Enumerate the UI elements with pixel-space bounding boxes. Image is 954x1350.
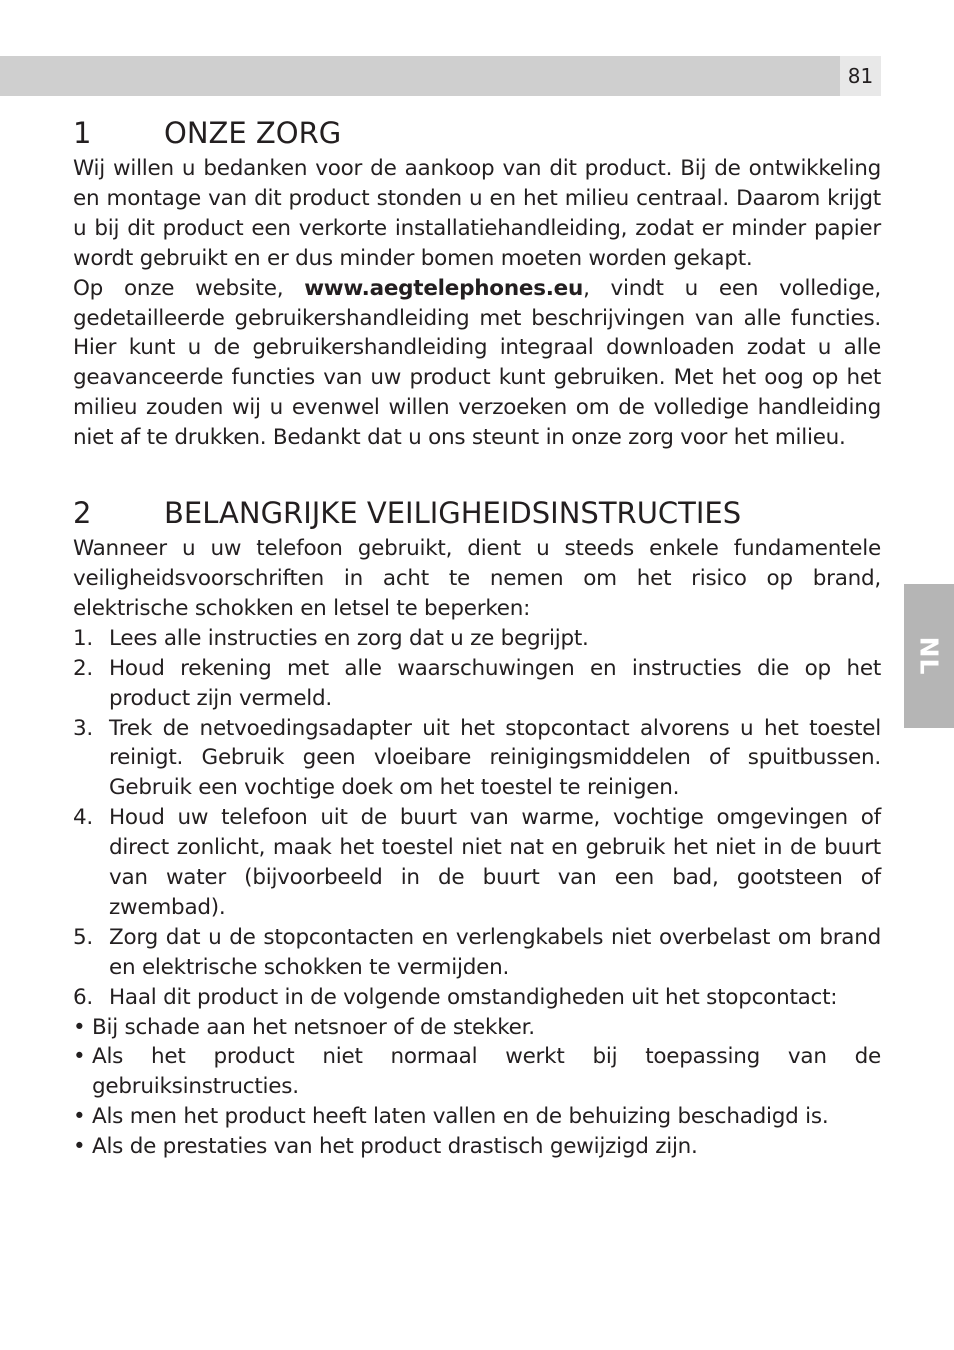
- bullet-item-text: Als het product niet normaal werkt bij toepassing van de gebruiksinstructies.: [92, 1044, 881, 1100]
- section-2-title: BELANGRIJKE VEILIGHEIDSINSTRUCTIES: [164, 496, 742, 531]
- website-paragraph-before: Op onze website,: [73, 275, 305, 301]
- bullet-item: [73, 1013, 881, 1043]
- bullet-item: [73, 1102, 881, 1132]
- section-spacer: [73, 453, 881, 492]
- bullet-item-text: Bij schade aan het netsnoer of de stekker.: [92, 1014, 535, 1040]
- list-item-text: Zorg dat u de stopcontacten en verlengkabels niet overbelast om brand en elektrische schokken te vermijden.: [109, 924, 881, 980]
- list-item-text: Haal dit product in de volgende omstandigheden uit het stopcontact:: [109, 984, 838, 1010]
- list-item-text: Trek de netvoedingsadapter uit het stopcontact alvorens u het toestel reinigt. Gebruik geen vloeibare reinigingsmiddelen of spuitbussen. Gebruik een vochtige doek om het toestel te reinigen.: [109, 715, 881, 801]
- bullet-item: [73, 1042, 881, 1102]
- bullet-item-text: Als men het product heeft laten vallen en de behuizing beschadigd is.: [92, 1104, 829, 1130]
- bullet-marker: •: [73, 1044, 86, 1070]
- section-1-heading: [73, 112, 881, 154]
- list-item-marker: 5.: [73, 924, 94, 950]
- list-item-marker: 1.: [73, 625, 94, 651]
- bullet-item-text: Als de prestaties van het product drastisch gewijzigd zijn.: [92, 1134, 698, 1160]
- list-item: [73, 624, 881, 654]
- list-item: [73, 803, 881, 923]
- language-tab-label: NL: [914, 636, 944, 676]
- bullet-marker: •: [73, 1134, 86, 1160]
- section-1-website-paragraph: [73, 274, 881, 453]
- list-item-marker: 6.: [73, 984, 94, 1010]
- safety-numbered-list: [73, 624, 881, 1013]
- list-item-marker: 3.: [73, 715, 94, 741]
- list-item: [73, 923, 881, 983]
- section-1-number: 1: [73, 116, 92, 150]
- list-item: [73, 654, 881, 714]
- page-number: 81: [847, 64, 874, 88]
- bullet-marker: •: [73, 1104, 86, 1130]
- page-number-box: [840, 56, 881, 96]
- website-paragraph-after: , vindt u een volledige, gedetailleerde gebruikershandleiding met beschrijvingen van alle functies. Hier kunt u de gebruikershandleiding integraal downloaden zodat u alle geavanceerde functies van uw product kunt gebruiken. Met het oog op het milieu zouden wij u evenwel willen verzoeken om de volledige handleiding niet af te drukken. Bedankt dat u ons steunt in onze zorg voor het milieu.: [73, 275, 881, 451]
- safety-bullet-list: [73, 1013, 881, 1163]
- list-item-text: Houd uw telefoon uit de buurt van warme, vochtige omgevingen of direct zonlicht, maak het toestel niet nat en gebruik het niet in de buurt van water (bijvoorbeeld in de buurt van een bad, gootsteen of zwembad).: [109, 805, 881, 920]
- bullet-marker: •: [73, 1014, 86, 1040]
- list-item-text: Lees alle instructies en zorg dat u ze begrijpt.: [109, 625, 589, 651]
- page-content: [73, 112, 881, 1162]
- section-2-number: 2: [73, 496, 92, 531]
- website-link[interactable]: www.aegtelephones.eu: [304, 275, 584, 301]
- header-bar: [0, 56, 840, 96]
- section-2-intro: Wanneer u uw telefoon gebruikt, dient u steeds enkele fundamentele veiligheidsvoorschriften in acht te nemen om het risico op brand, elektrische schokken en letsel te beperken:: [73, 536, 881, 621]
- section-2-heading: [73, 492, 881, 534]
- bullet-item: [73, 1132, 881, 1162]
- list-item: [73, 983, 881, 1013]
- list-item-text: Houd rekening met alle waarschuwingen en instructies die op het product zijn vermeld.: [109, 655, 881, 711]
- section-1-title: ONZE ZORG: [164, 116, 342, 150]
- language-tab: [904, 584, 954, 728]
- section-1-paragraph-1: Wij willen u bedanken voor de aankoop van dit product. Bij de ontwikkeling en montage van dit product stonden u en het milieu centraal. Daarom krijgt u bij dit product een verkorte installatiehandleiding, zodat er minder papier wordt gebruikt en er dus minder bomen moeten worden gekapt.: [73, 156, 881, 271]
- list-item-marker: 4.: [73, 805, 94, 831]
- list-item-marker: 2.: [73, 655, 94, 681]
- list-item: [73, 714, 881, 804]
